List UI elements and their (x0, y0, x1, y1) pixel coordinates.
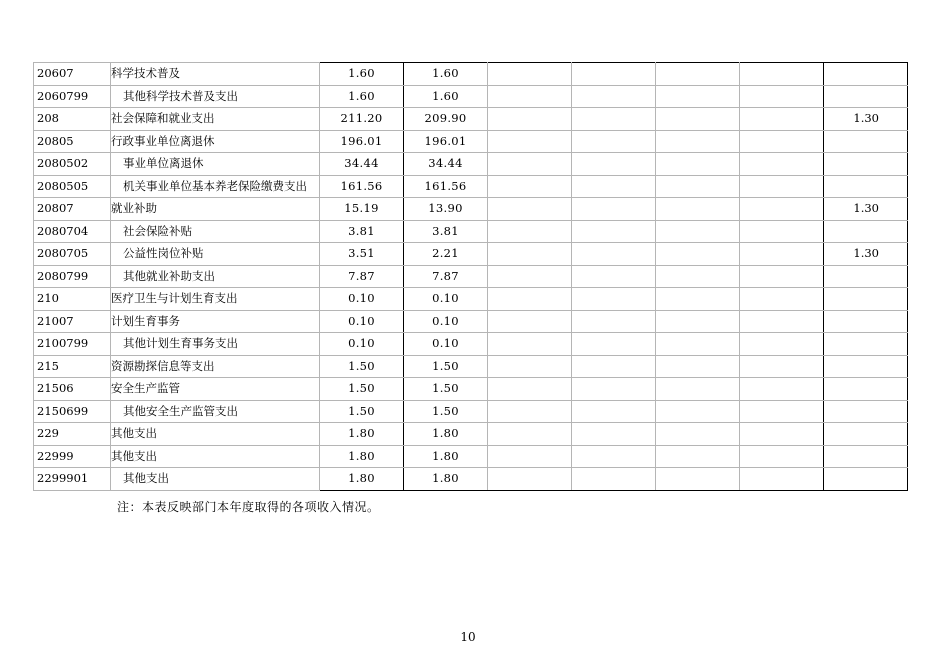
empty-cell (572, 108, 656, 131)
empty-cell (740, 108, 824, 131)
empty-cell (740, 220, 824, 243)
name-cell (111, 108, 320, 131)
table-row (34, 310, 908, 333)
empty-cell (740, 445, 824, 468)
empty-cell (656, 175, 740, 198)
empty-cell (656, 400, 740, 423)
empty-cell (740, 378, 824, 401)
empty-cell (656, 333, 740, 356)
item-name: 其他科学技术普及支出 (123, 88, 238, 103)
empty-cell (488, 198, 572, 221)
empty-cell (656, 288, 740, 311)
amount-total-cell: 1.50 (320, 378, 404, 401)
name-cell (111, 333, 320, 356)
empty-cell (488, 220, 572, 243)
empty-cell (488, 265, 572, 288)
item-name: 资源勘探信息等支出 (111, 358, 215, 373)
code-cell: 20805 (34, 130, 111, 153)
amount-fiscal-cell: 1.50 (404, 355, 488, 378)
empty-cell (740, 175, 824, 198)
empty-cell (488, 108, 572, 131)
code-cell: 215 (34, 355, 111, 378)
amount-other-cell (824, 265, 908, 288)
table-row (34, 333, 908, 356)
amount-other-cell (824, 85, 908, 108)
empty-cell (740, 333, 824, 356)
table-row (34, 355, 908, 378)
amount-total-cell: 7.87 (320, 265, 404, 288)
code-cell: 210 (34, 288, 111, 311)
empty-cell (740, 153, 824, 176)
code-cell: 2080705 (34, 243, 111, 266)
name-cell (111, 423, 320, 446)
amount-fiscal-cell: 7.87 (404, 265, 488, 288)
name-cell (111, 378, 320, 401)
amount-fiscal-cell: 196.01 (404, 130, 488, 153)
amount-total-cell: 196.01 (320, 130, 404, 153)
amount-fiscal-cell: 1.50 (404, 400, 488, 423)
item-name: 其他支出 (123, 471, 169, 486)
empty-cell (488, 445, 572, 468)
table-row (34, 220, 908, 243)
code-cell: 2100799 (34, 333, 111, 356)
amount-total-cell: 161.56 (320, 175, 404, 198)
empty-cell (488, 378, 572, 401)
table-body (34, 63, 908, 491)
code-cell: 2150699 (34, 400, 111, 423)
table-row (34, 198, 908, 221)
item-name: 社会保险补贴 (123, 223, 192, 238)
table-row (34, 288, 908, 311)
name-cell (111, 63, 320, 86)
empty-cell (572, 400, 656, 423)
amount-other-cell (824, 310, 908, 333)
amount-total-cell: 1.80 (320, 468, 404, 491)
empty-cell (572, 175, 656, 198)
table-row (34, 445, 908, 468)
empty-cell (740, 63, 824, 86)
amount-fiscal-cell: 0.10 (404, 333, 488, 356)
empty-cell (572, 310, 656, 333)
name-cell (111, 445, 320, 468)
amount-fiscal-cell: 1.50 (404, 378, 488, 401)
empty-cell (740, 468, 824, 491)
empty-cell (572, 333, 656, 356)
amount-total-cell: 0.10 (320, 333, 404, 356)
amount-fiscal-cell: 1.80 (404, 423, 488, 446)
item-name: 科学技术普及 (111, 66, 180, 81)
amount-fiscal-cell: 1.60 (404, 63, 488, 86)
amount-other-cell (824, 355, 908, 378)
empty-cell (572, 63, 656, 86)
empty-cell (740, 400, 824, 423)
amount-other-cell (824, 333, 908, 356)
empty-cell (488, 130, 572, 153)
amount-fiscal-cell: 0.10 (404, 310, 488, 333)
amount-other-cell (824, 468, 908, 491)
empty-cell (488, 63, 572, 86)
table-row (34, 63, 908, 86)
table-row (34, 108, 908, 131)
amount-total-cell: 1.50 (320, 400, 404, 423)
empty-cell (656, 243, 740, 266)
empty-cell (656, 310, 740, 333)
name-cell (111, 355, 320, 378)
amount-other-cell: 1.30 (824, 243, 908, 266)
empty-cell (488, 153, 572, 176)
amount-other-cell (824, 130, 908, 153)
table-row (34, 153, 908, 176)
empty-cell (572, 468, 656, 491)
amount-total-cell: 1.50 (320, 355, 404, 378)
code-cell: 2080799 (34, 265, 111, 288)
empty-cell (740, 130, 824, 153)
code-cell: 22999 (34, 445, 111, 468)
empty-cell (572, 445, 656, 468)
empty-cell (488, 355, 572, 378)
code-cell: 2060799 (34, 85, 111, 108)
amount-fiscal-cell: 3.81 (404, 220, 488, 243)
amount-fiscal-cell: 34.44 (404, 153, 488, 176)
empty-cell (488, 468, 572, 491)
name-cell (111, 175, 320, 198)
amount-total-cell: 3.81 (320, 220, 404, 243)
name-cell (111, 85, 320, 108)
empty-cell (740, 85, 824, 108)
empty-cell (488, 288, 572, 311)
amount-total-cell: 0.10 (320, 310, 404, 333)
empty-cell (656, 63, 740, 86)
name-cell (111, 310, 320, 333)
item-name: 行政事业单位离退休 (111, 133, 215, 148)
amount-fiscal-cell: 0.10 (404, 288, 488, 311)
amount-other-cell (824, 423, 908, 446)
income-table (33, 62, 908, 491)
amount-fiscal-cell: 13.90 (404, 198, 488, 221)
code-cell: 2080502 (34, 153, 111, 176)
table-note: 注：本表反映部门本年度取得的各项收入情况。 (117, 500, 380, 514)
name-cell (111, 468, 320, 491)
item-name: 计划生育事务 (111, 313, 180, 328)
table-row (34, 468, 908, 491)
amount-fiscal-cell: 1.80 (404, 468, 488, 491)
empty-cell (572, 265, 656, 288)
code-cell: 2080505 (34, 175, 111, 198)
empty-cell (572, 243, 656, 266)
amount-other-cell: 1.30 (824, 108, 908, 131)
code-cell: 2080704 (34, 220, 111, 243)
name-cell (111, 265, 320, 288)
item-name: 其他安全生产监管支出 (123, 403, 238, 418)
empty-cell (740, 243, 824, 266)
empty-cell (488, 400, 572, 423)
amount-other-cell (824, 63, 908, 86)
amount-fiscal-cell: 1.80 (404, 445, 488, 468)
table-row (34, 85, 908, 108)
empty-cell (488, 333, 572, 356)
name-cell (111, 243, 320, 266)
amount-other-cell (824, 445, 908, 468)
table-row (34, 378, 908, 401)
item-name: 其他支出 (111, 426, 157, 441)
code-cell: 20807 (34, 198, 111, 221)
empty-cell (656, 108, 740, 131)
item-name: 其他计划生育事务支出 (123, 336, 238, 351)
empty-cell (572, 85, 656, 108)
item-name: 机关事业单位基本养老保险缴费支出 (123, 178, 307, 193)
amount-total-cell: 1.60 (320, 85, 404, 108)
empty-cell (656, 265, 740, 288)
empty-cell (572, 153, 656, 176)
item-name: 就业补助 (111, 201, 157, 216)
amount-total-cell: 211.20 (320, 108, 404, 131)
empty-cell (740, 265, 824, 288)
empty-cell (488, 423, 572, 446)
table-row (34, 175, 908, 198)
empty-cell (656, 220, 740, 243)
name-cell (111, 400, 320, 423)
empty-cell (572, 423, 656, 446)
empty-cell (488, 175, 572, 198)
code-cell: 2299901 (34, 468, 111, 491)
empty-cell (740, 288, 824, 311)
table-row (34, 265, 908, 288)
empty-cell (572, 288, 656, 311)
table-row (34, 243, 908, 266)
empty-cell (488, 310, 572, 333)
empty-cell (572, 355, 656, 378)
amount-total-cell: 1.80 (320, 445, 404, 468)
amount-fiscal-cell: 161.56 (404, 175, 488, 198)
empty-cell (740, 355, 824, 378)
empty-cell (572, 198, 656, 221)
empty-cell (656, 423, 740, 446)
amount-total-cell: 1.60 (320, 63, 404, 86)
item-name: 社会保障和就业支出 (111, 111, 215, 126)
amount-total-cell: 3.51 (320, 243, 404, 266)
amount-total-cell: 1.80 (320, 423, 404, 446)
empty-cell (656, 153, 740, 176)
item-name: 其他支出 (111, 448, 157, 463)
empty-cell (572, 130, 656, 153)
empty-cell (656, 445, 740, 468)
item-name: 公益性岗位补贴 (123, 246, 204, 261)
empty-cell (656, 378, 740, 401)
empty-cell (656, 468, 740, 491)
empty-cell (488, 85, 572, 108)
amount-other-cell: 1.30 (824, 198, 908, 221)
name-cell (111, 153, 320, 176)
empty-cell (488, 243, 572, 266)
name-cell (111, 288, 320, 311)
empty-cell (572, 378, 656, 401)
code-cell: 21506 (34, 378, 111, 401)
amount-other-cell (824, 400, 908, 423)
empty-cell (656, 198, 740, 221)
amount-other-cell (824, 175, 908, 198)
code-cell: 208 (34, 108, 111, 131)
empty-cell (740, 198, 824, 221)
code-cell: 21007 (34, 310, 111, 333)
amount-other-cell (824, 378, 908, 401)
name-cell (111, 130, 320, 153)
amount-fiscal-cell: 2.21 (404, 243, 488, 266)
amount-other-cell (824, 288, 908, 311)
item-name: 安全生产监管 (111, 381, 180, 396)
table-row (34, 423, 908, 446)
item-name: 医疗卫生与计划生育支出 (111, 291, 238, 306)
empty-cell (656, 355, 740, 378)
table-row (34, 400, 908, 423)
code-cell: 20607 (34, 63, 111, 86)
empty-cell (740, 310, 824, 333)
amount-other-cell (824, 153, 908, 176)
page-number: 10 (460, 630, 476, 644)
amount-total-cell: 34.44 (320, 153, 404, 176)
amount-other-cell (824, 220, 908, 243)
name-cell (111, 198, 320, 221)
amount-total-cell: 0.10 (320, 288, 404, 311)
code-cell: 229 (34, 423, 111, 446)
amount-fiscal-cell: 1.60 (404, 85, 488, 108)
item-name: 其他就业补助支出 (123, 268, 215, 283)
empty-cell (656, 85, 740, 108)
amount-total-cell: 15.19 (320, 198, 404, 221)
item-name: 事业单位离退休 (123, 156, 204, 171)
empty-cell (740, 423, 824, 446)
empty-cell (572, 220, 656, 243)
amount-fiscal-cell: 209.90 (404, 108, 488, 131)
empty-cell (656, 130, 740, 153)
name-cell (111, 220, 320, 243)
table-row (34, 130, 908, 153)
